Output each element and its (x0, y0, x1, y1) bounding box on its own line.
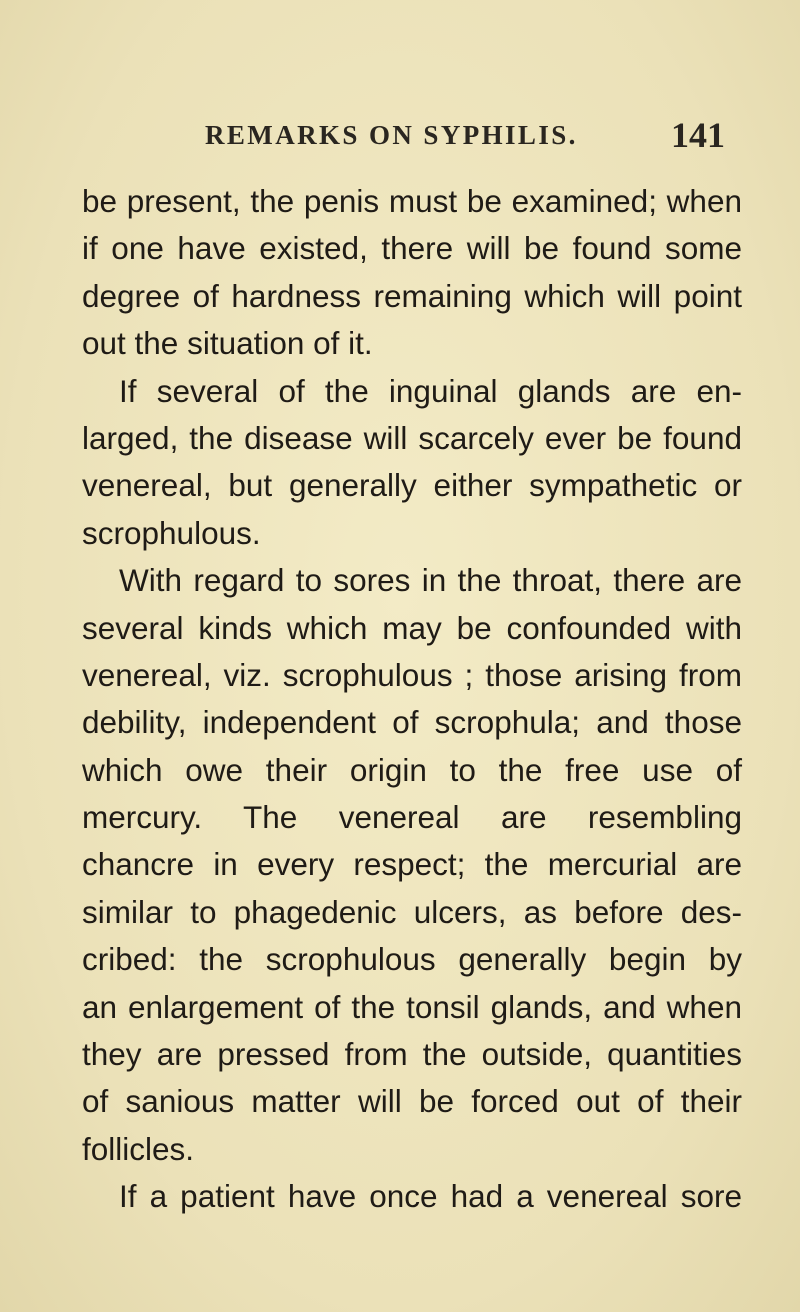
text-line: out the situation of it. (82, 325, 373, 362)
text-line: they are pressed from the outside, quantities (82, 1036, 742, 1073)
text-line: of sanious matter will be forced out of their (82, 1083, 742, 1120)
text-line: if one have existed, there will be found some (82, 230, 742, 267)
text-line: mercury. The venereal are resembling (82, 799, 742, 836)
text-line: larged, the disease will scarcely ever be found (82, 419, 742, 456)
text-line: similar to phagedenic ulcers, as before des- (82, 893, 742, 930)
text-line: an enlargement of the tonsil glands, and when (82, 988, 742, 1025)
text-line: debility, independent of scrophula; and those (82, 704, 742, 741)
text-line: If a patient have once had a venereal sore (119, 1178, 742, 1215)
text-line: venereal, viz. scrophulous ; those arising from (82, 656, 742, 693)
text-line: several kinds which may be confounded with (82, 609, 742, 646)
text-line: scrophulous. (82, 514, 261, 551)
page-number: 141 (671, 115, 725, 155)
text-line: venereal, but generally either sympathetic or (82, 467, 742, 504)
running-head-title: REMARKS ON SYPHILIS. (205, 120, 578, 150)
text-line: follicles. (82, 1130, 195, 1167)
text-line: degree of hardness remaining which will point (82, 277, 742, 314)
text-line: which owe their origin to the free use of (82, 751, 742, 788)
text-line: be present, the penis must be examined; when (82, 183, 742, 219)
text-line: With regard to sores in the throat, there are (119, 562, 742, 599)
body-text (82, 178, 742, 1221)
text-line: chancre in every respect; the mercurial are (82, 846, 742, 883)
text-line: cribed: the scrophulous generally begin by (82, 941, 742, 978)
running-head (0, 115, 800, 158)
text-line: If several of the inguinal glands are en- (119, 372, 742, 409)
